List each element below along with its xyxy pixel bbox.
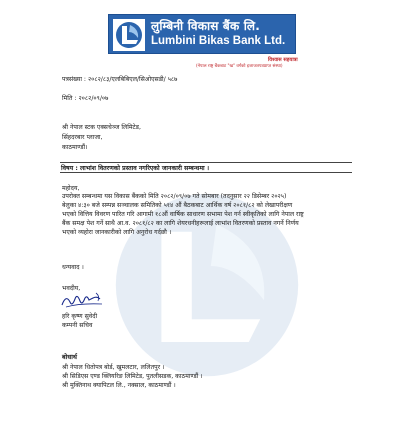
reference-number: पत्रसंख्या : २०८२/८३/एलबिबिएल/सिओएसडी/ ५८७ — [62, 76, 178, 83]
body-line: बेलुका ४:३० बजे सम्पन्न सञ्चालक समितिको ५१४ औं बैठकबाट आर्थिक वर्ष २०८१/८२ को लेखापरीक्षण — [62, 202, 293, 209]
thanks-text: धन्यवाद । — [62, 264, 84, 271]
bank-emblem-icon — [113, 19, 145, 51]
cc-item: श्री सिडिएस एण्ड क्लियरिङ लिमिटेड, पुतलीसडक, काठमाण्डौं । — [62, 373, 203, 380]
handwritten-signature — [60, 290, 106, 310]
cc-heading: बोधार्थ — [62, 353, 77, 361]
recipient-line: श्री नेपाल स्टक एक्सचेञ्ज लिमिटेड, — [62, 124, 141, 131]
letter-date: मिति : २०८२/०९/०७ — [62, 95, 109, 102]
body-line: बैंक समक्ष पेश गर्ने साथै आ.व. २०८१/८२ का लागि शेयरधनीहरूलाई लाभांश वितरणको प्रस्ताव नगर्ने निर्णय — [62, 220, 299, 227]
recipient-line: सिंहदरबार प्लाजा, — [62, 134, 103, 141]
signer-name: हरि कृष्ण सुवेदी — [62, 313, 98, 320]
bank-logo — [108, 14, 296, 54]
letter-subject: विषय : लाभांश वितरणको प्रस्ताव नगरिएको जानकारी सम्बन्धमा । — [60, 162, 352, 173]
cc-item: श्री नेपाल धितोपत्र बोर्ड, खुमलटार, ललितपुर । — [62, 364, 165, 371]
salutation: महोदय, — [62, 185, 80, 192]
body-line: उपरोक्त सम्बन्धमा यस विकास बैंकको मिति २०८२/०९/०७ गते सोमबार (तदनुसार २२ डिसेम्बर २०२५) — [62, 193, 287, 200]
recipient-line: काठमाण्डौं। — [62, 144, 88, 151]
bank-name-nepali: लुम्बिनी विकास बैंक लि. — [151, 19, 260, 33]
closing-text: भवदीय, — [62, 285, 81, 292]
bank-tagline: विश्वास सहयात्रा — [268, 57, 298, 63]
bank-license-note: (नेपाल राष्ट्र बैंकबाट "ख" वर्गको इजाजतपत्रप्राप्त संस्था) — [196, 64, 283, 69]
body-line: भएको व्यहोरा जानकारीको लागि अनुरोध गर्दछौ । — [62, 229, 172, 236]
bank-name-english: Lumbini Bikas Bank Ltd. — [151, 35, 286, 47]
cc-item: श्री मुक्तिनाथ क्यापिटल लि., नक्साल, काठमाण्डौं । — [62, 382, 176, 389]
signer-title: कम्पनी सचिव — [62, 322, 93, 329]
body-line: भएको वित्तिय विवरण पारित गरि आगामी १८औं वार्षिक साधारण सभामा पेश गर्न स्वीकृतिको लागि नेपाल राष्ट्र — [62, 211, 304, 218]
